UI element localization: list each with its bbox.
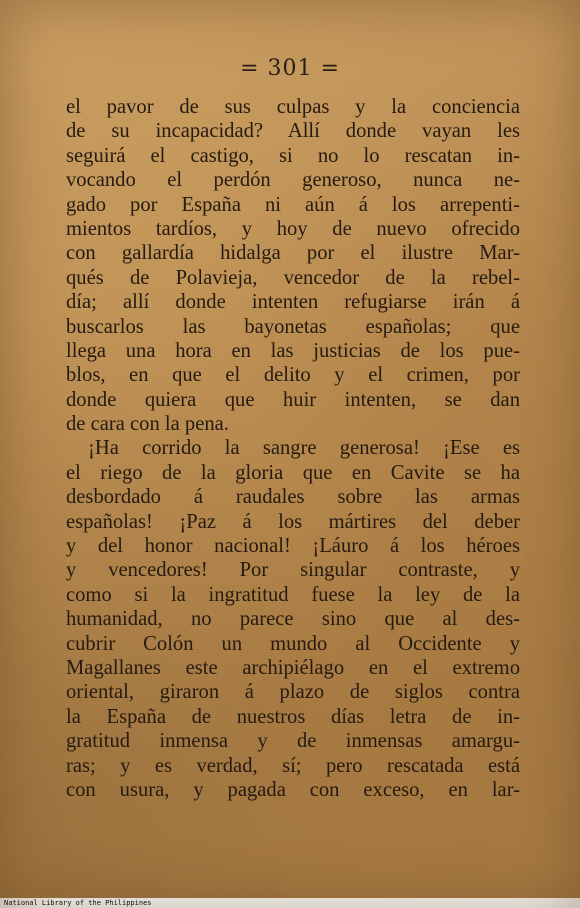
text-line: el pavor de sus culpas y la conciencia xyxy=(66,96,520,118)
text-line: la España de nuestros días letra de in- xyxy=(66,705,520,728)
text-line: blos, en que el delito y el crimen, por xyxy=(66,364,520,387)
text-line: con usura, y pagada con exceso, en lar- xyxy=(66,778,520,801)
text-line: cubrir Colón un mundo al Occidente y xyxy=(66,632,520,655)
text-line: y del honor nacional! ¡Láuro á los héroes xyxy=(66,535,520,558)
text-line: el riego de la gloria que en Cavite se ha xyxy=(66,461,520,484)
text-line: seguirá el castigo, si no lo rescatan in- xyxy=(66,144,520,167)
text-line: gado por España ni aún á los arrepenti- xyxy=(66,193,520,216)
text-line: buscarlos las bayonetas españolas; que xyxy=(66,315,520,338)
text-line: llega una hora en las justicias de los pue- xyxy=(66,339,520,362)
text-line: ras; y es verdad, sí; pero rescatada está xyxy=(66,754,520,777)
text-line: de su incapacidad? Allí donde vayan les xyxy=(66,120,520,143)
text-line: ¡Ha corrido la sangre generosa! ¡Ese es xyxy=(88,437,520,460)
text-line: de cara con la pena. xyxy=(66,413,229,436)
text-line: desbordado á raudales sobre las armas xyxy=(66,486,520,509)
text-line: Magallanes este archipiélago en el extremo xyxy=(66,656,520,679)
text-line: qués de Polavieja, vencedor de la rebel- xyxy=(66,266,520,289)
text-line: día; allí donde intenten refugiarse irán á xyxy=(66,291,520,314)
text-line: españolas! ¡Paz á los mártires del deber xyxy=(66,510,520,533)
page-number: = 301 = xyxy=(240,56,340,81)
text-line: con gallardía hidalga por el ilustre Mar- xyxy=(66,242,520,265)
text-line: como si la ingratitud fuese la ley de la xyxy=(66,583,520,606)
text-line: vocando el perdón generoso, nunca ne- xyxy=(66,169,520,192)
text-line: mientos tardíos, y hoy de nuevo ofrecido xyxy=(66,217,520,240)
text-line: oriental, giraron á plazo de siglos contra xyxy=(66,681,520,704)
text-line: gratitud inmensa y de inmensas amargu- xyxy=(66,730,520,753)
text-line: humanidad, no parece sino que al des- xyxy=(66,608,520,631)
page-body-text xyxy=(66,95,520,802)
text-line: y vencedores! Por singular contraste, y xyxy=(66,559,520,582)
library-credit: National Library of the Philippines xyxy=(4,899,152,907)
text-line: donde quiera que huir intenten, se dan xyxy=(66,388,520,411)
